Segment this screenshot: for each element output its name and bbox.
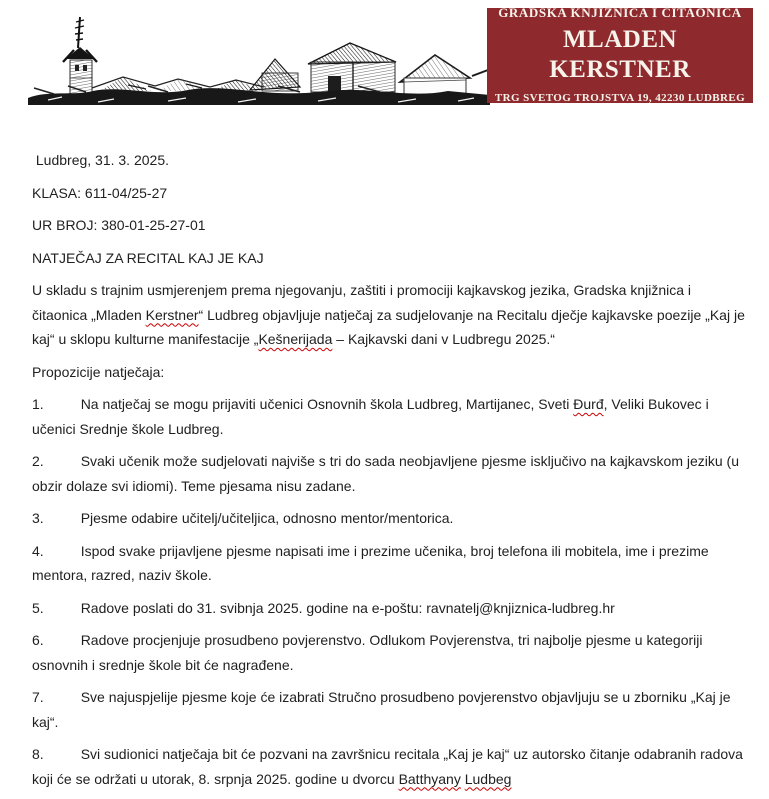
list-item-7 (32, 685, 747, 734)
list-item-4 (32, 539, 747, 588)
library-name-line: GRADSKA KNJIŽNICA I ČITAONICA (498, 5, 742, 20)
text-segment: Svi sudionici natječaja bit će pozvani na završnicu recitala „Kaj je kaj“ uz autorsko čitanje odabranih radova koji će se održati u utorak, 8. srpnja 2025. godine u dvorcu (32, 746, 747, 787)
paragraph-date-place (32, 148, 747, 173)
misspelled-word: Ludbeg (464, 770, 512, 787)
text-segment: 3. (32, 510, 44, 526)
misspelled-word: Batthyany (398, 770, 461, 787)
text-segment: – Kajkavski dani v Ludbregu 2025.“ (332, 331, 555, 347)
gabled-house (250, 59, 300, 91)
text-segment: Ludbreg, 31. 3. 2025. (32, 152, 169, 168)
misspelled-word: Kešnerijada (258, 331, 333, 347)
text-segment: Propozicije natječaja: (32, 363, 165, 380)
text-segment: 6. (32, 632, 44, 648)
list-item-8 (32, 742, 747, 791)
list-item-1 (32, 392, 747, 441)
paragraph-ur-broj (32, 213, 747, 238)
paragraph-klasa (32, 181, 747, 206)
misspelled-word: Kerstner (145, 306, 199, 323)
town-sketch-illustration (28, 6, 490, 105)
letterhead (0, 0, 769, 105)
misspelled-word: Đurđ (573, 396, 604, 412)
propositions-heading (32, 360, 747, 385)
text-segment: 1. (32, 396, 44, 412)
text-segment: Radove poslati do 31. svibnja 2025. godine na e-poštu: ravnatelj@knjiznica-ludbreg.hr (80, 599, 615, 616)
list-item-3 (32, 506, 747, 531)
large-building (308, 43, 396, 92)
text-segment: Sve najuspjelije pjesme koje će izabrati Stručno prosudbeno povjerenstvo objavljuju se u zborniku „Kaj je kaj“. (32, 689, 735, 730)
text-segment: 8. (32, 746, 44, 762)
text-segment: Svaki učenik može sudjelovati najviše s tri do sada neobjavljene pjesme isključivo na kajkavskom jeziku (u obzir dolaze svi idiomi). Teme pjesama nisu zadane. (32, 453, 743, 494)
text-segment: 7. (32, 689, 44, 705)
list-item-6 (32, 628, 747, 677)
text-segment: 5. (32, 599, 44, 616)
text-segment: , Veliki Bukovec i učenici Srednje škole Ludbreg. (32, 396, 713, 437)
text-segment: KLASA: 611-04/25-27 (32, 184, 168, 201)
text-segment: 4. (32, 542, 44, 559)
text-segment: UR BROJ: 380-01-25-27-01 (32, 217, 206, 233)
list-item-5 (32, 596, 747, 621)
document-body (32, 148, 747, 791)
list-item-2 (32, 449, 747, 498)
text-segment: “ Ludbreg objavljuje natječaj za sudjelovanje na Recitalu dječje kajkavske poezije „Kaj je kaj“ u sklopu kulturne manifestacije „ (32, 306, 749, 347)
document-title (32, 246, 747, 271)
paragraph-intro (32, 278, 747, 352)
text-segment: U skladu s trajnim usmjerenjem prema njegovanju, zaštiti i promociji kajkavskog jezika, Gradska knjižnica i čitaonica „Mladen (32, 282, 695, 323)
library-person-name: MLADEN KERSTNER (549, 26, 691, 83)
text-segment: Radove procjenjuje prosudbeno povjerenstvo. Odlukom Povjerenstva, tri najbolje pjesme u kategoriji osnovnih i srednje škole bit će nagrađene. (32, 632, 707, 673)
church-tower (63, 17, 97, 94)
library-nameplate (487, 5, 753, 104)
white-house (400, 55, 488, 96)
text-segment: Pjesme odabire učitelj/učiteljica, odnosno mentor/mentorica. (80, 510, 454, 526)
text-segment: Na natječaj se mogu prijaviti učenici Osnovnih škola Ludbreg, Martijanec, Sveti (80, 396, 574, 412)
library-address: TRG SVETOG TROJSTVA 19, 42230 LUDBREG (494, 92, 746, 104)
text-segment: Ispod svake prijavljene pjesme napisati ime i prezime učenika, broj telefona ili mobitela, ime i prezime mentora, razred, naziv škole. (32, 542, 713, 583)
text-segment: NATJEČAJ ZA RECITAL KAJ JE KAJ (32, 249, 264, 266)
text-segment: 2. (32, 453, 44, 469)
